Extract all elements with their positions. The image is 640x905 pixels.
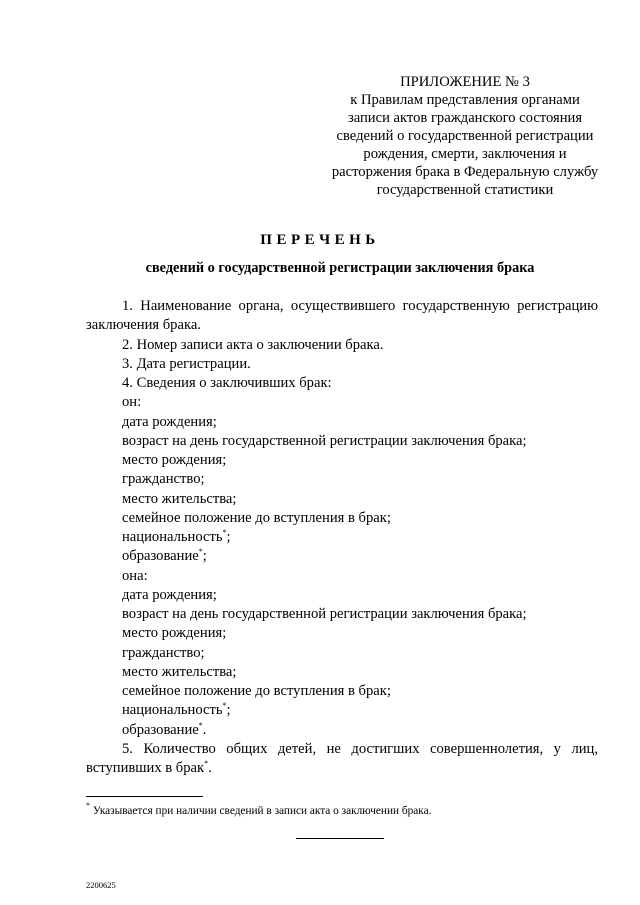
- groom-label: он:: [122, 394, 142, 411]
- footnote-marker: *: [222, 528, 227, 537]
- item-5-line-2: [86, 759, 598, 778]
- bride-label: она:: [122, 567, 148, 584]
- end-separator: [296, 838, 384, 839]
- document-subtitle: сведений о государственной регистрации заключения брака: [145, 260, 535, 276]
- appendix-header: [300, 73, 630, 199]
- bride-residence: место жительства;: [122, 663, 237, 680]
- item-4: 4. Сведения о заключивших брак:: [122, 375, 332, 391]
- groom-education: [86, 547, 598, 566]
- bride-education-text: образование: [122, 721, 199, 738]
- footnote-mark: *: [86, 801, 90, 810]
- groom-nationality-punct: ;: [226, 529, 231, 545]
- bride-marital-status: семейное положение до вступления в брак;: [122, 683, 391, 699]
- bride-birth-place: место рождения;: [122, 625, 227, 642]
- document-title: ПЕРЕЧЕНЬ: [260, 232, 380, 248]
- groom-residence: место жительства;: [122, 490, 237, 507]
- footnote-marker: *: [222, 701, 227, 711]
- groom-nationality: [86, 528, 598, 547]
- footnote-text: Указывается при наличии сведений в записи акта о заключении брака.: [92, 805, 432, 817]
- item-5-text: вступивших в брак: [86, 760, 205, 776]
- bride-education: [86, 721, 598, 740]
- bride-nationality: [86, 701, 598, 720]
- appendix-line: расторжения брака в Федеральную службу: [331, 164, 599, 180]
- groom-education-punct: ;: [202, 548, 207, 565]
- footnote-marker: *: [204, 759, 209, 768]
- groom-marital-status: семейное положение до вступления в брак;: [122, 509, 391, 526]
- groom-education-text: образование: [122, 548, 199, 565]
- bride-birth-date: дата рождения;: [122, 586, 217, 603]
- item-1-line-1: 1. Наименование органа, осуществившего государственную регистрацию: [122, 298, 598, 314]
- document-body: [86, 297, 598, 778]
- item-2: 2. Номер записи акта о заключении брака.: [122, 336, 384, 353]
- appendix-title: ПРИЛОЖЕНИЕ № 3: [400, 74, 530, 90]
- footnote: [86, 801, 606, 818]
- groom-nationality-text: национальность: [122, 529, 223, 545]
- appendix-line: записи актов гражданского состояния: [347, 110, 583, 126]
- appendix-line: рождения, смерти, заключения и: [363, 146, 567, 162]
- appendix-line: к Правилам представления органами: [350, 92, 580, 108]
- groom-birth-date: дата рождения;: [122, 413, 217, 430]
- groom-citizenship: гражданство;: [122, 471, 205, 488]
- item-5-punct: .: [208, 760, 212, 776]
- bride-nationality-punct: ;: [226, 702, 231, 719]
- item-3: 3. Дата регистрации.: [122, 355, 251, 372]
- groom-age: возраст на день государственной регистрации заключения брака;: [122, 432, 527, 449]
- footnote-marker: *: [198, 720, 203, 730]
- item-5-line-1: 5. Количество общих детей, не достигших совершеннолетия, у лиц,: [122, 740, 598, 757]
- bride-education-punct: .: [202, 721, 207, 738]
- bride-age: возраст на день государственной регистрации заключения брака;: [122, 606, 527, 622]
- footnote-separator: [86, 796, 203, 797]
- appendix-line: государственной статистики: [376, 182, 554, 198]
- bride-nationality-text: национальность: [122, 702, 223, 719]
- document-number: 2200625: [86, 880, 116, 890]
- bride-citizenship: гражданство;: [122, 644, 205, 661]
- footnote-marker: *: [198, 547, 203, 557]
- item-1-line-2: заключения брака.: [86, 317, 201, 334]
- groom-birth-place: место рождения;: [122, 452, 227, 468]
- appendix-line: сведений о государственной регистрации: [336, 128, 594, 144]
